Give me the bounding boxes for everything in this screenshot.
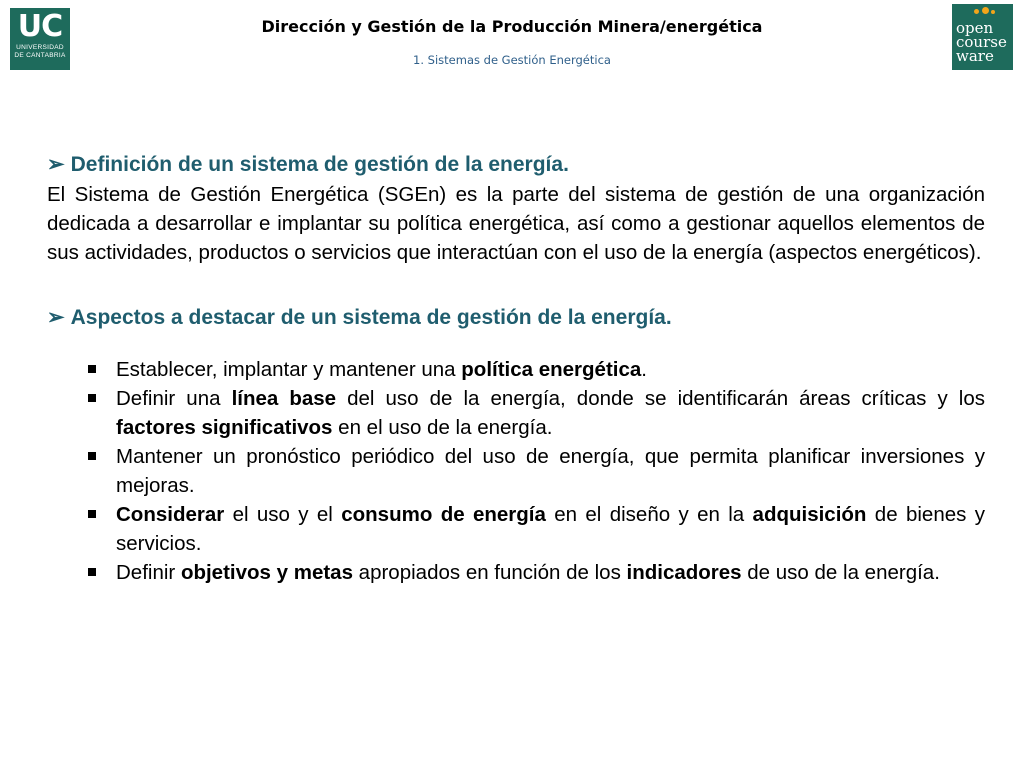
bold-text: Considerar bbox=[116, 503, 225, 526]
definition-paragraph: El Sistema de Gestión Energética (SGEn) es la parte del sistema de gestión de una organización dedicada a desarrollar e implantar su política energética, así como a gestionar aquellos elementos de sus actividades, productos o servicios que interactúan con el uso de la energía (aspectos energéticos). bbox=[47, 183, 985, 264]
section-heading-aspects bbox=[47, 303, 985, 333]
logo-dot-2 bbox=[982, 7, 989, 14]
logo-dot-3 bbox=[991, 10, 995, 14]
opencourseware-logo bbox=[952, 4, 1013, 70]
text: de bienes y servicios. bbox=[116, 503, 985, 555]
text: Mantener un pronóstico periódico del uso de energía, que permita planificar inversiones y mejoras. bbox=[116, 445, 985, 497]
aspects-list bbox=[47, 355, 985, 587]
square-bullet-icon bbox=[88, 452, 96, 460]
heading-text: Definición de un sistema de gestión de la energía. bbox=[70, 153, 569, 176]
text: Definir una bbox=[116, 387, 232, 410]
arrow-bullet-icon: ➢ bbox=[47, 153, 65, 176]
logo-text: UC bbox=[17, 9, 63, 44]
section-heading-definition bbox=[47, 150, 985, 180]
text: de uso de la energía. bbox=[741, 561, 940, 584]
logo-word-open: open bbox=[956, 19, 994, 37]
bold-text: objetivos y metas bbox=[180, 561, 353, 584]
text: Definir bbox=[116, 561, 181, 584]
square-bullet-icon bbox=[88, 365, 96, 373]
square-bullet-icon bbox=[88, 510, 96, 518]
list-item bbox=[47, 500, 985, 558]
square-bullet-icon bbox=[88, 568, 96, 576]
text: del uso de la energía, donde se identificarán áreas críticas y los bbox=[336, 387, 985, 410]
list-item bbox=[47, 384, 985, 442]
text: el uso y el bbox=[224, 503, 342, 526]
logo-line-1: UNIVERSIDAD bbox=[16, 44, 64, 51]
page-title: Dirección y Gestión de la Producción Minera/energética bbox=[261, 17, 763, 36]
page-subtitle: 1. Sistemas de Gestión Energética bbox=[413, 53, 611, 67]
text: en el diseño y en la bbox=[545, 503, 753, 526]
bold-text: indicadores bbox=[626, 561, 742, 584]
list-item bbox=[47, 558, 985, 587]
text: apropiados en función de los bbox=[352, 561, 627, 584]
bold-text: factores significativos bbox=[116, 416, 333, 439]
list-item bbox=[47, 442, 985, 500]
bold-text: consumo de energía bbox=[341, 503, 546, 526]
square-bullet-icon bbox=[88, 394, 96, 402]
list-item bbox=[47, 355, 985, 384]
logo-word-course: course bbox=[956, 33, 1007, 51]
text: . bbox=[641, 358, 647, 381]
heading-text: Aspectos a destacar de un sistema de gestión de la energía. bbox=[70, 306, 672, 329]
bold-text: política energética bbox=[461, 358, 642, 381]
logo-line-2: DE CANTABRIA bbox=[14, 52, 66, 59]
text: Establecer, implantar y mantener una bbox=[116, 358, 462, 381]
text: en el uso de la energía. bbox=[332, 416, 553, 439]
bold-text: adquisición bbox=[752, 503, 867, 526]
arrow-bullet-icon: ➢ bbox=[47, 306, 65, 329]
slide-content bbox=[47, 150, 985, 587]
logo-dot-1 bbox=[974, 9, 979, 14]
logo-word-ware: ware bbox=[956, 47, 994, 65]
bold-text: línea base bbox=[231, 387, 337, 410]
